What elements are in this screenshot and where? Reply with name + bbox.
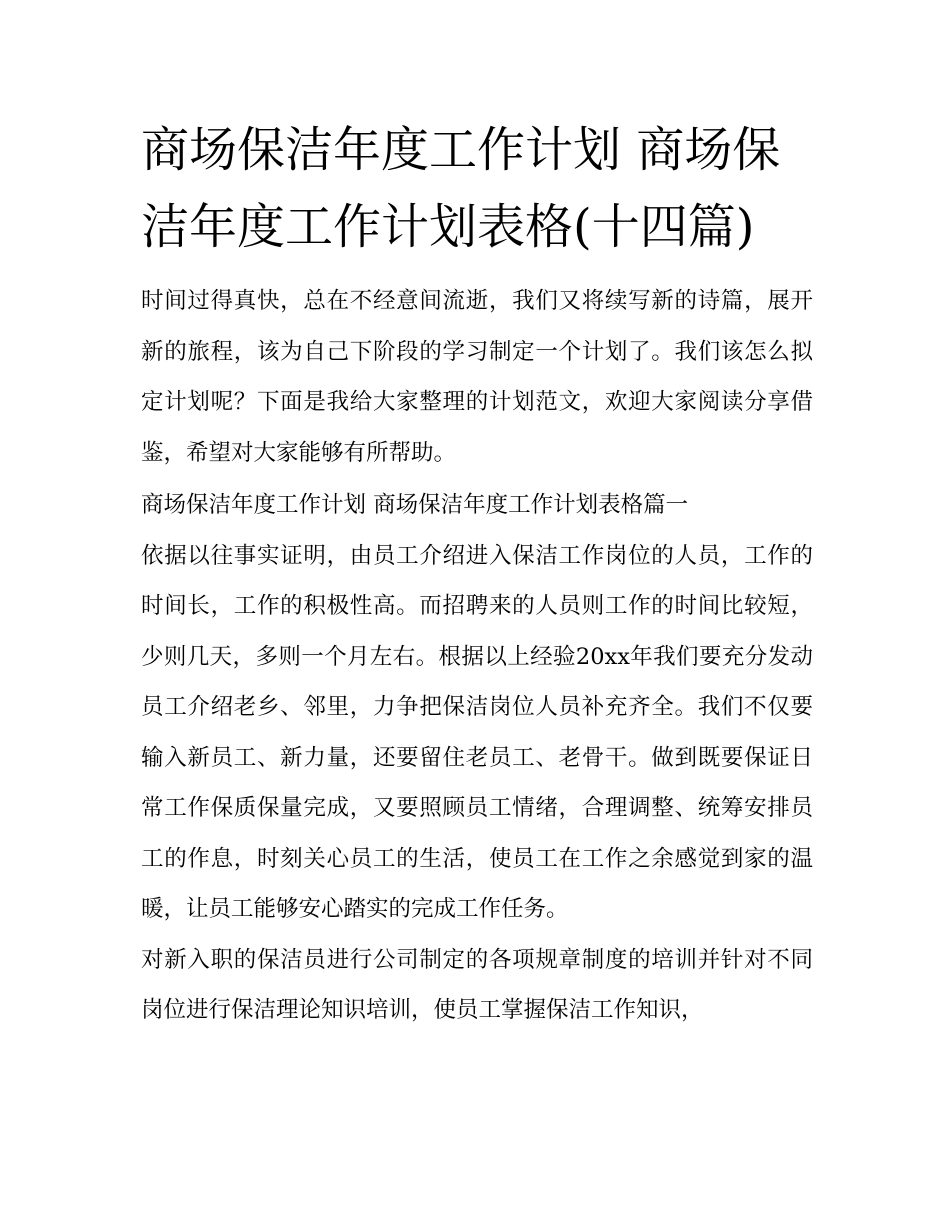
body-paragraph-1: 依据以往事实证明，由员工介绍进入保洁工作岗位的人员，工作的时间长，工作的积极性高。而招聘来的人员则工作的时间比较短，少则几天，多则一个月左右。根据以上经验20xx年我们要充分发动员工介绍老乡、邻里，力争把保洁岗位人员补充齐全。我们不仅要输入新员工、新力量，还要留住老员工、老骨干。做到既要保证日常工作保质保量完成，又要照顾员工情绪，合理调整、统筹安排员工的作息，时刻关心员工的生活，使员工在工作之余感觉到家的温暖，让员工能够安心踏实的完成工作任务。: [141, 542, 813, 922]
intro-paragraph: 时间过得真快，总在不经意间流逝，我们又将续写新的诗篇，展开新的旅程，该为自己下阶段的学习制定一个计划了。我们该怎么拟定计划呢？下面是我给大家整理的计划范文，欢迎大家阅读分享借鉴，希望对大家能够有所帮助。: [141, 288, 813, 466]
body-paragraph-2: 对新入职的保洁员进行公司制定的各项规章制度的培训并针对不同岗位进行保洁理论知识培训，使员工掌握保洁工作知识，: [141, 946, 813, 1023]
document-body: [141, 112, 813, 1036]
document-title: 商场保洁年度工作计划 商场保洁年度工作计划表格(十四篇): [141, 122, 781, 255]
section-heading: 商场保洁年度工作计划 商场保洁年度工作计划表格篇一: [141, 492, 689, 518]
